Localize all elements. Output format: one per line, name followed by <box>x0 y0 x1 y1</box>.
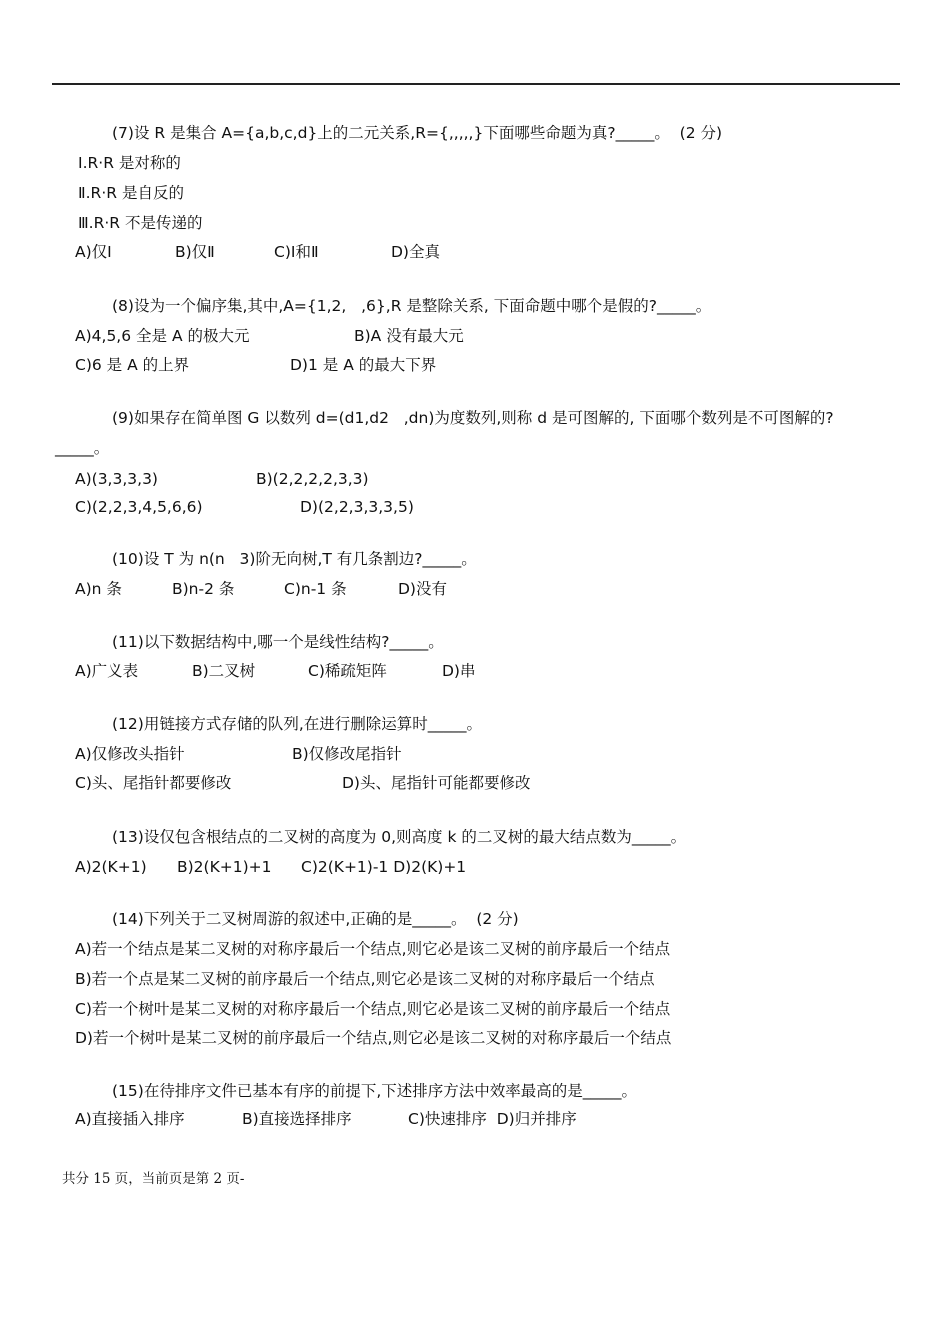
question-9-option-d: D)(2,2,3,3,3,5) <box>300 498 414 516</box>
question-15-option-b: B)直接选择排序 <box>242 1110 352 1128</box>
question-10-option-d: D)没有 <box>398 580 447 598</box>
question-10-option-c: C)n-1 条 <box>284 580 347 598</box>
question-7-statement-1: Ⅰ.R·R 是对称的 <box>78 154 181 172</box>
question-9-option-b: B)(2,2,2,2,3,3) <box>256 470 369 488</box>
question-8-option-b: B)A 没有最大元 <box>354 327 464 345</box>
question-7-option-d: D)全真 <box>391 243 440 261</box>
question-9-option-a: A)(3,3,3,3) <box>75 470 158 488</box>
question-10-option-b: B)n-2 条 <box>172 580 235 598</box>
question-8-option-a: A)4,5,6 全是 A 的极大元 <box>75 327 250 345</box>
question-8-stem: (8)设为一个偏序集,其中,A={1,2, ,6},R 是整除关系, 下面命题中哪个是假的?_____。 <box>112 297 712 315</box>
question-10-option-a: A)n 条 <box>75 580 122 598</box>
question-7-option-a: A)仅Ⅰ <box>75 243 112 261</box>
question-14-option-d: D)若一个树叶是某二叉树的前序最后一个结点,则它必是该二叉树的对称序最后一个结点 <box>75 1029 672 1047</box>
question-15-option-a: A)直接插入排序 <box>75 1110 185 1128</box>
question-12-stem: (12)用链接方式存储的队列,在进行删除运算时_____。 <box>112 715 482 733</box>
question-12-option-a: A)仅修改头指针 <box>75 745 185 763</box>
question-13-stem: (13)设仅包含根结点的二叉树的高度为 0,则高度 k 的二叉树的最大结点数为_____。 <box>112 828 687 846</box>
question-12-option-c: C)头、尾指针都要修改 <box>75 774 232 792</box>
question-14-option-b: B)若一个点是某二叉树的前序最后一个结点,则它必是该二叉树的对称序最后一个结点 <box>75 970 655 988</box>
question-12-option-d: D)头、尾指针可能都要修改 <box>342 774 531 792</box>
question-14-option-a: A)若一个结点是某二叉树的对称序最后一个结点,则它必是该二叉树的前序最后一个结点 <box>75 940 671 958</box>
question-11-option-b: B)二叉树 <box>192 662 256 680</box>
question-13-option-a: A)2(K+1) <box>75 858 147 876</box>
question-14-option-c: C)若一个树叶是某二叉树的对称序最后一个结点,则它必是该二叉树的前序最后一个结点 <box>75 1000 671 1018</box>
question-15-stem: (15)在待排序文件已基本有序的前提下,下述排序方法中效率最高的是_____。 <box>112 1082 637 1100</box>
question-9-stem: (9)如果存在简单图 G 以数列 d=(d1,d2 ,dn)为度数列,则称 d 是可图解的, 下面哪个数列是不可图解的? <box>112 409 834 427</box>
question-13-option-c: C)2(K+1)-1 D)2(K)+1 <box>301 858 467 876</box>
question-7-statement-2: Ⅱ.R·R 是自反的 <box>78 184 184 202</box>
question-10-stem: (10)设 T 为 n(n 3)阶无向树,T 有几条割边?_____。 <box>112 550 477 568</box>
question-14-stem: (14)下列关于二叉树周游的叙述中,正确的是_____。 (2 分) <box>112 910 519 928</box>
page-footer: 共分 15 页，当前页是第 2 页- <box>62 1171 245 1187</box>
question-7-option-b: B)仅Ⅱ <box>175 243 215 261</box>
question-7-statement-3: Ⅲ.R·R 不是传递的 <box>78 214 203 232</box>
question-11-option-c: C)稀疏矩阵 <box>308 662 387 680</box>
question-9-option-c: C)(2,2,3,4,5,6,6) <box>75 498 203 516</box>
question-8-option-c: C)6 是 A 的上界 <box>75 356 190 374</box>
question-15-option-c: C)快速排序 D)归并排序 <box>408 1110 577 1128</box>
header-rule <box>52 83 900 85</box>
question-8-option-d: D)1 是 A 的最大下界 <box>290 356 437 374</box>
question-9-stem-continued: _____。 <box>55 439 110 457</box>
question-11-option-a: A)广义表 <box>75 662 139 680</box>
question-11-stem: (11)以下数据结构中,哪一个是线性结构?_____。 <box>112 633 444 651</box>
question-12-option-b: B)仅修改尾指针 <box>292 745 402 763</box>
question-11-option-d: D)串 <box>442 662 476 680</box>
question-7-option-c: C)Ⅰ和Ⅱ <box>274 243 319 261</box>
question-7-stem: (7)设 R 是集合 A={a,b,c,d}上的二元关系,R={,,,,,}下面哪些命题为真?_____。 (2 分) <box>112 124 723 142</box>
question-13-option-b: B)2(K+1)+1 <box>177 858 272 876</box>
